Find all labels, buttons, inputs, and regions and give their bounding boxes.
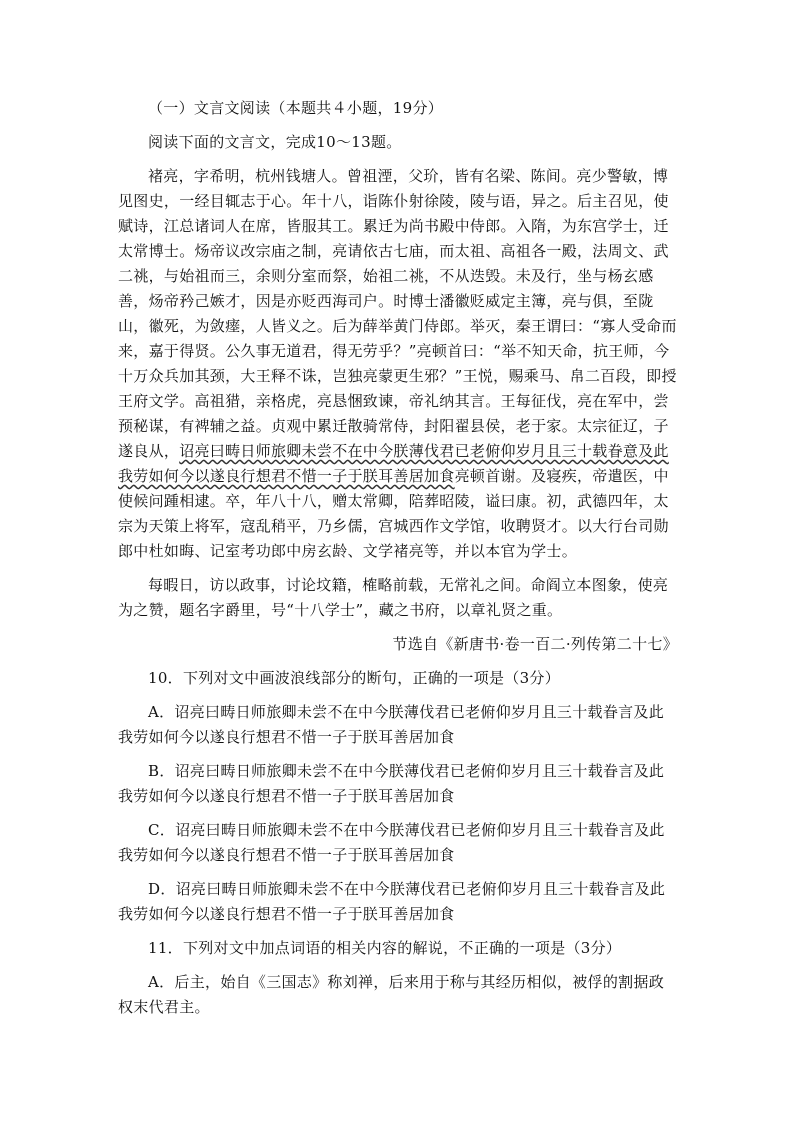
passage-text-b: 亮顿首谢。及寝疾，帝遣医，中使候问踵相逮。卒，年八十八，赠太常卿，陪葬昭陵，谥曰康。初，武德四年，太宗为天策上将军，寇乱稍平，乃乡儒，宫城西作文学馆，收聘贤才。以大行台司勋郎中杜如晦、记室考功郎中房玄龄、文学褚亮等，并以本官为学士。 [118,467,669,560]
question-10-option-b: B．诏亮曰畴日师旅卿未尝不在中今朕薄伐君已老俯仰岁月且三十载眷言及此我劳如何今以遂良行想君不惜一子于朕耳善居加食 [118,762,665,805]
question-10-option-a: A．诏亮曰畴日师旅卿未尝不在中今朕薄伐君已老俯仰岁月且三十载眷言及此我劳如何今以遂良行想君不惜一子于朕耳善居加食 [118,703,665,746]
question-10-option-c: C．诏亮曰畴日师旅卿未尝不在中今朕薄伐君已老俯仰岁月且三十载眷言及此我劳如何今以遂良行想君不惜一子于朕耳善居加食 [118,821,665,864]
instruction: 阅读下面的文言文，完成10～13题。 [148,133,402,151]
passage-source: 节选自《新唐书·卷一百二·列传第二十七》 [392,635,678,653]
passage-paragraph-1 [118,164,678,564]
section-title: （一）文言文阅读（本题共４小题，19分） [148,99,444,117]
question-11-stem: 11．下列对文中加点词语的相关内容的解说，不正确的一项是（3分） [148,939,622,957]
question-10-stem: 10．下列对文中画波浪线部分的断句，正确的一项是（3分） [148,669,561,687]
document-content [118,96,678,1029]
passage-paragraph-2: 每暇日，访以政事，讨论坟籍，榷略前载，无常礼之间。命阎立本图象，使亮为之赞，题名字爵里，号“十八学士”，藏之书府，以章礼贤之重。 [118,576,669,619]
question-10-option-d: D．诏亮曰畴日师旅卿未尝不在中今朕薄伐君已老俯仰岁月且三十载眷言及此我劳如何今以遂良行想君不惜一子于朕耳善居加食 [118,880,666,923]
passage-text-a: 褚亮，字希明，杭州钱塘人。曾祖湮，父玠，皆有名梁、陈间。亮少警敏，博见图史，一经目辄志于心。年十八，诣陈仆射徐陵，陵与语，异之。后主召见，使赋诗，江总诸词人在席，皆服其工。累迁为尚书殿中侍郎。入隋，为东宫学士，迁太常博士。炀帝议改宗庙之制，亮请依古七庙，而太祖、高祖各一殿，法周文、武二祧，与始祖而三，余则分室而祭，始祖二祧，不从迭毁。未及行，坐与杨玄感善，炀帝矜己嫉才，因是亦贬西海司户。时博士潘徽贬威定主簿，亮与俱，至陇山，徽死，为敛瘗，人皆义之。后为薛举黄门侍郎。举灭，秦王谓曰：“寡人受命而来，嘉于得贤。公久事无道君，得无劳乎？”亮顿首曰：“举不知天命，抗王师，今十万众兵加其颈，大王释不诛，岂独亮蒙更生邪？”王悦，赐乘马、帛二百段，即授王府文学。高祖猎，亲格虎，亮恳悃致谏，帝礼纳其言。王每征伐，亮在军中，尝预秘谋，有裨辅之益。贞观中累迁散骑常侍，封阳翟县侯，老于家。太宗征辽，子遂良从， [118,167,677,460]
wavy-underlined-passage: 诏亮曰畴日师旅卿未尝不在中今朕薄伐君已老俯仰岁月且三十载眷意及此我劳如何今以遂良行想君不惜一子于朕耳善居加食 [118,442,669,485]
question-11-option-a: A．后主，始自《三国志》称刘禅，后来用于称与其经历相似，被俘的割据政权末代君主。 [118,973,665,1016]
